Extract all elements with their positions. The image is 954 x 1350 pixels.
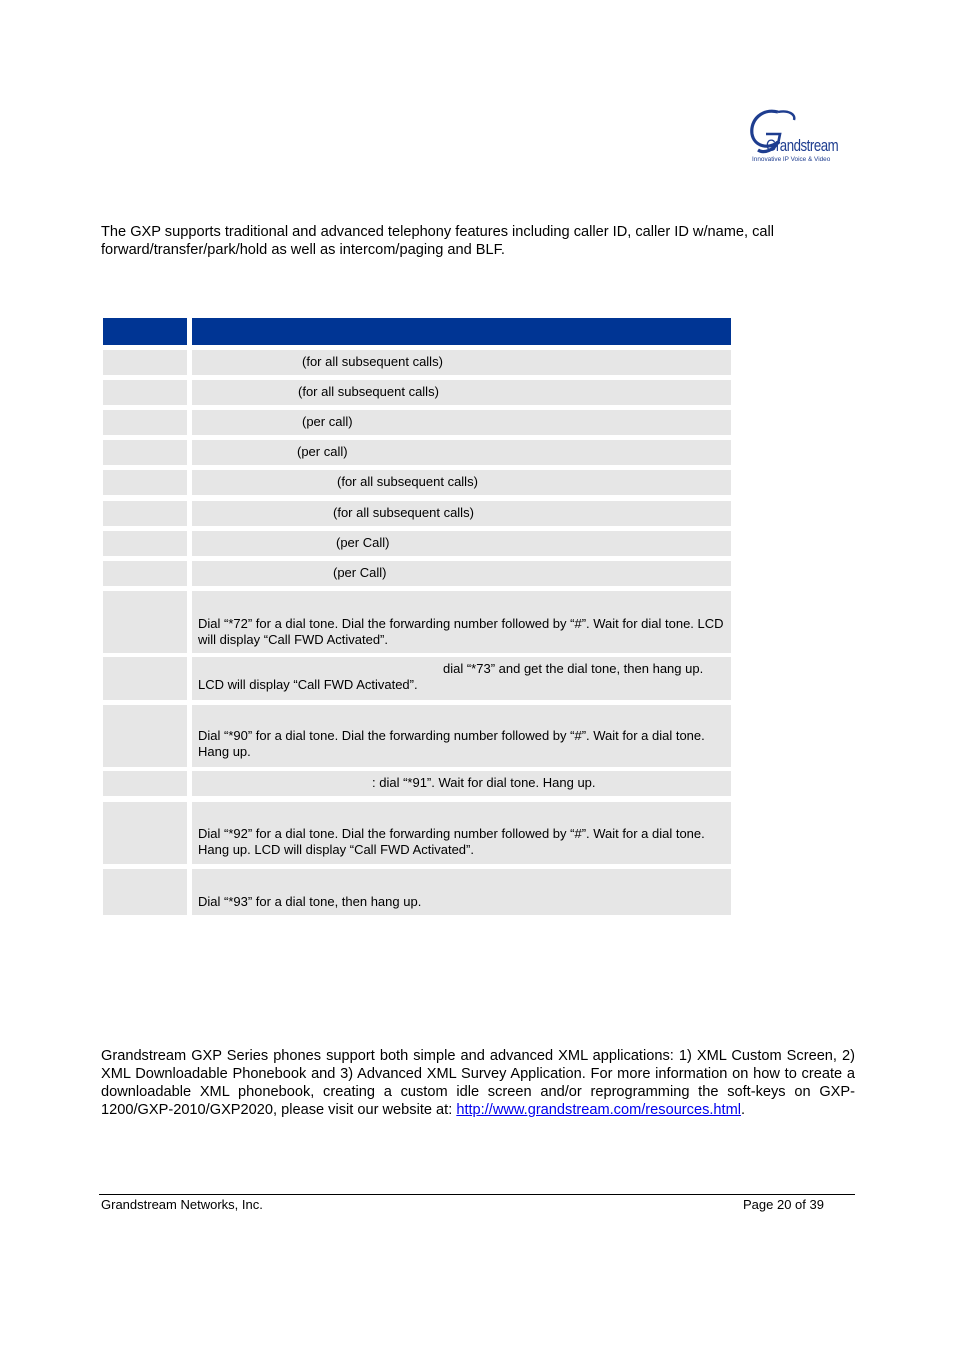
table-row: (for all subsequent calls) [103, 470, 731, 495]
table-row: Dial “*90” for a dial tone. Dial the forwarding number followed by “#”. Wait for a dial tone. Hang up. [103, 705, 731, 767]
logo-wordmark: Grandstream [766, 136, 839, 155]
logo-tagline: Innovative IP Voice & Video [752, 156, 831, 163]
table-header [103, 318, 731, 345]
table-row: Dial “*72” for a dial tone. Dial the forwarding number followed by “#”. Wait for dial tone. LCD will display “Call FWD Activated”. [103, 591, 731, 653]
xml-applications-paragraph: Grandstream GXP Series phones support both simple and advanced XML applications: 1) XML Custom Screen, 2) XML Downloadable Phonebook and 3) Advanced XML Survey Application. For more information on how to create a downloadable XML phonebook, creating a custom idle screen and/or reprogramming the soft-keys on GXP-1200/GXP-2010/GXP2020, please visit our website at: http://www.grandstream.com/resources.html. [101, 1048, 855, 1118]
table-row: (per Call) [103, 561, 731, 586]
intro-paragraph: The GXP supports traditional and advanced telephony features including caller ID, caller ID w/name, call forward/transfer/park/hold as well as intercom/paging and BLF. [101, 224, 775, 258]
table-row: (per call) [103, 440, 731, 465]
table-row: dial “*73” and get the dial tone, then hang up. LCD will display “Call FWD Activated”. [103, 657, 731, 700]
footer-page-number: Page 20 of 39 [743, 1197, 824, 1212]
table-row: (for all subsequent calls) [103, 350, 731, 375]
resources-link[interactable]: http://www.grandstream.com/resources.html [456, 1102, 742, 1118]
footer-company: Grandstream Networks, Inc. [101, 1197, 263, 1212]
table-row: Dial “*93” for a dial tone, then hang up. [103, 869, 731, 915]
table-row: (for all subsequent calls) [103, 380, 731, 405]
table-row: Dial “*92” for a dial tone. Dial the forwarding number followed by “#”. Wait for a dial tone. Hang up. LCD will display “Call FWD Activated”. [103, 802, 731, 864]
table-row: (for all subsequent calls) [103, 501, 731, 526]
grandstream-logo [748, 106, 852, 166]
table-row: : dial “*91”. Wait for dial tone. Hang up. [103, 771, 731, 796]
table-row: (per Call) [103, 531, 731, 556]
footer-divider [99, 1194, 855, 1195]
table-row: (per call) [103, 410, 731, 435]
